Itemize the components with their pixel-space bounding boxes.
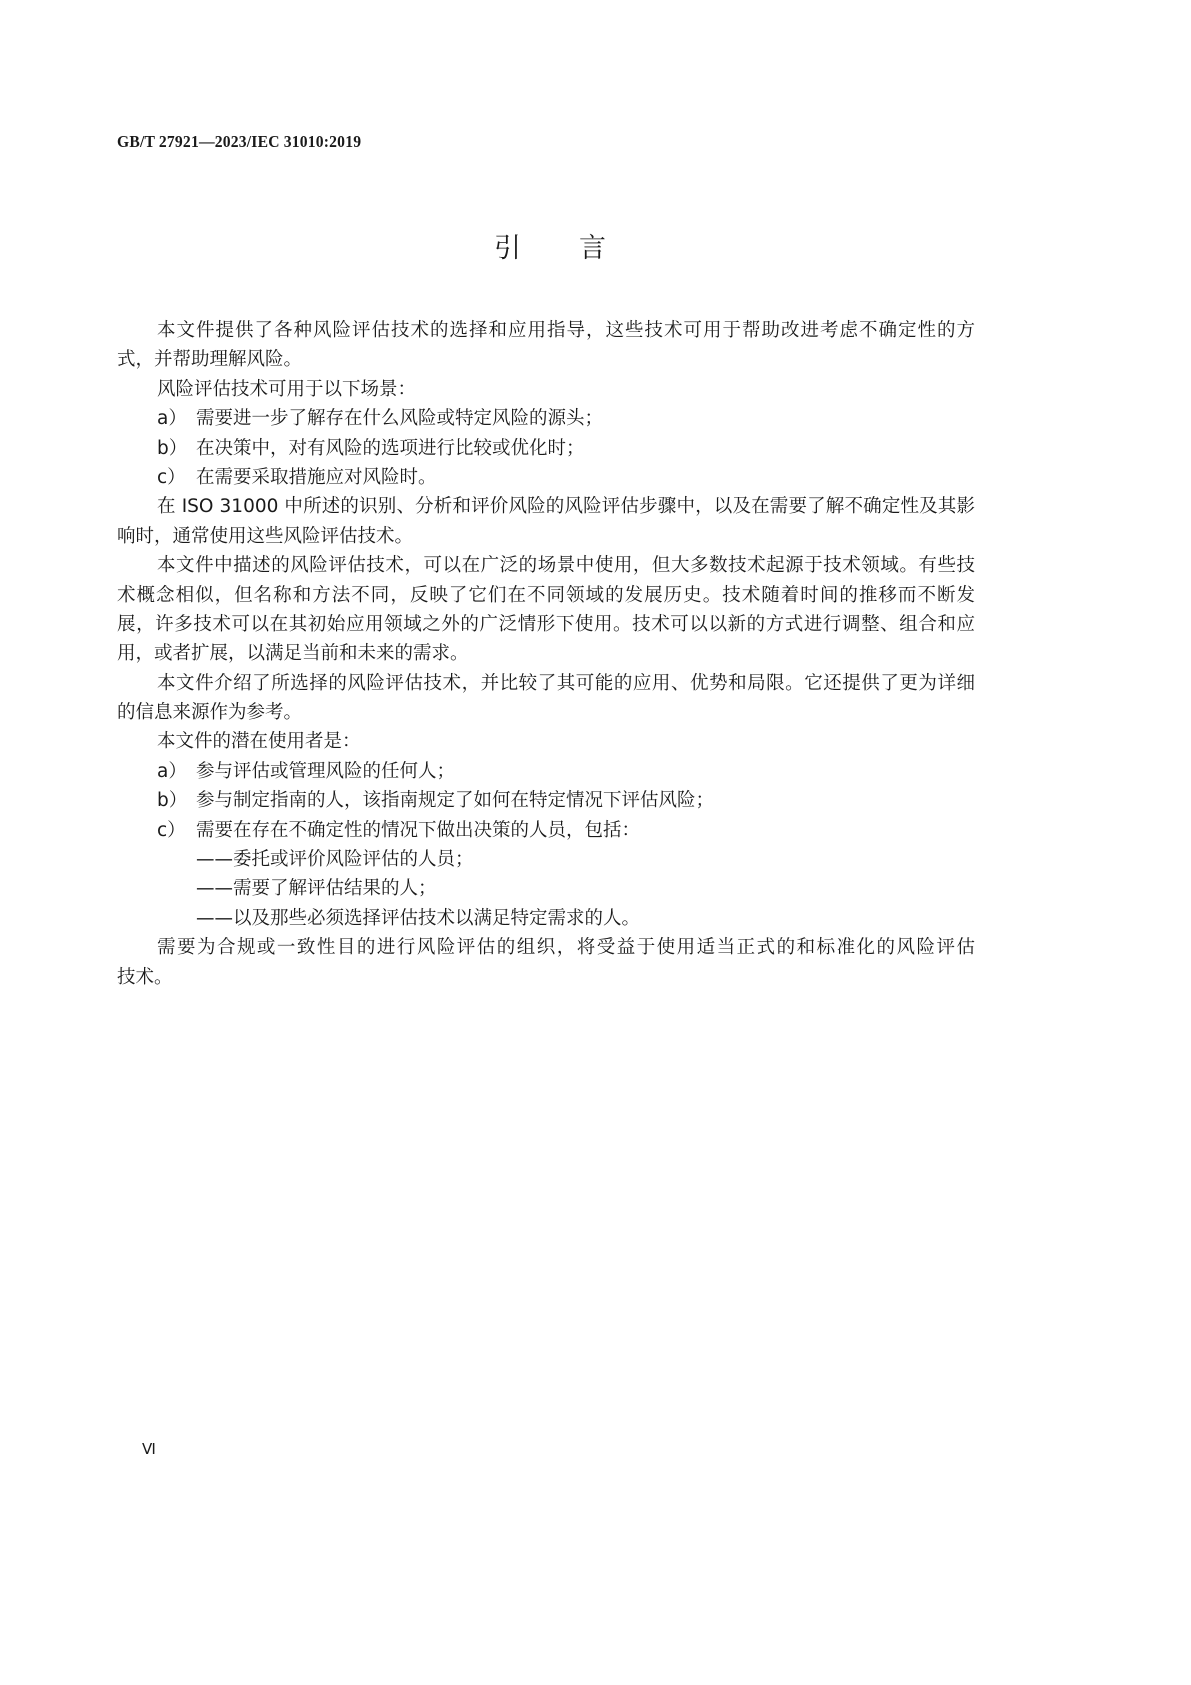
document-body bbox=[117, 316, 975, 992]
list-item bbox=[117, 786, 975, 815]
list-label: c） bbox=[157, 819, 186, 841]
paragraph-line: 技术。 bbox=[117, 966, 173, 988]
list-text: 在决策中，对有风险的选项进行比较或优化时； bbox=[196, 437, 585, 459]
list-text: 需要进一步了解存在什么风险或特定风险的源头； bbox=[196, 408, 604, 430]
list-item bbox=[117, 434, 975, 463]
page-number: Ⅵ bbox=[142, 1442, 156, 1458]
paragraph-line: 的信息来源作为参考。 bbox=[117, 702, 303, 724]
paragraph-line: 本文件提供了各种风险评估技术的选择和应用指导，这些技术可用于帮助改进考虑不确定性的方 bbox=[157, 320, 975, 341]
page-title bbox=[0, 226, 1100, 265]
list-label: a） bbox=[157, 408, 187, 430]
list-text: 在需要采取措施应对风险时。 bbox=[196, 466, 437, 488]
list-item bbox=[117, 463, 975, 492]
title-char: 言 bbox=[579, 233, 606, 264]
document-header: GB/T 27921—2023/IEC 31010:2019 bbox=[117, 132, 362, 151]
paragraph-line: 术概念相似，但名称和方法不同，反映了它们在不同领域的发展历史。技术随着时间的推移而不断发 bbox=[117, 584, 975, 606]
paragraph-line: 响时，通常使用这些风险评估技术。 bbox=[117, 525, 414, 547]
list-text: 参与评估或管理风险的任何人； bbox=[196, 760, 456, 782]
paragraph-line: 本文件介绍了所选择的风险评估技术，并比较了其可能的应用、优势和局限。它还提供了更为详细 bbox=[157, 672, 975, 694]
paragraph-line: 用，或者扩展，以满足当前和未来的需求。 bbox=[117, 643, 469, 665]
list-text: 需要在存在不确定性的情况下做出决策的人员，包括： bbox=[196, 819, 641, 841]
list-text: 参与制定指南的人，该指南规定了如何在特定情况下评估风险； bbox=[196, 790, 715, 812]
paragraph-line: 本文件的潜在使用者是： bbox=[157, 731, 361, 753]
paragraph-line: 需要为合规或一致性目的进行风险评估的组织，将受益于使用适当正式的和标准化的风险评估 bbox=[157, 937, 975, 959]
sublist-item: ——以及那些必须选择评估技术以满足特定需求的人。 bbox=[196, 907, 641, 929]
paragraph-line: 在 ISO 31000 中所述的识别、分析和评价风险的风险评估步骤中，以及在需要了解不确定性及其影 bbox=[157, 496, 975, 518]
paragraph-line: 展，许多技术可以在其初始应用领域之外的广泛情形下使用。技术可以以新的方式进行调整、组合和应 bbox=[117, 613, 975, 635]
list-item bbox=[117, 404, 975, 433]
title-char: 引 bbox=[494, 233, 521, 264]
list-item bbox=[117, 816, 975, 845]
paragraph-line: 本文件中描述的风险评估技术，可以在广泛的场景中使用，但大多数技术起源于技术领域。有些技 bbox=[157, 555, 975, 577]
list-label: b） bbox=[157, 437, 188, 459]
list-item bbox=[117, 757, 975, 786]
sublist-item: ——需要了解评估结果的人； bbox=[196, 878, 437, 900]
paragraph-line: 式，并帮助理解风险。 bbox=[117, 349, 303, 371]
paragraph-line: 风险评估技术可用于以下场景： bbox=[157, 378, 417, 400]
sublist-item: ——委托或评价风险评估的人员； bbox=[196, 849, 474, 871]
list-label: b） bbox=[157, 790, 188, 812]
list-label: c） bbox=[157, 466, 186, 488]
list-label: a） bbox=[157, 760, 187, 782]
